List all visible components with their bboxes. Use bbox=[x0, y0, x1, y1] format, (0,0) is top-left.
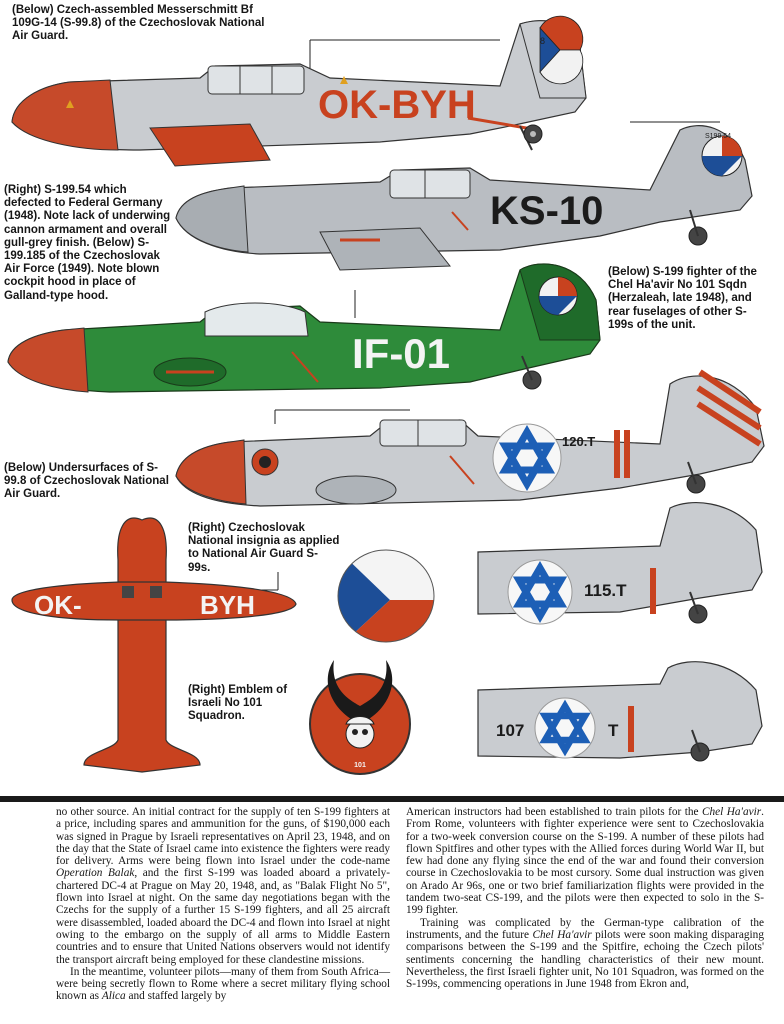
israeli-s199-profile bbox=[176, 372, 764, 506]
bf109-code-marking: OK-BYH bbox=[318, 83, 476, 127]
rear-fuselage-107-right: T bbox=[608, 721, 619, 740]
s199-54-serial-marking: S199.54 bbox=[705, 133, 732, 140]
caption-s199-54: (Right) S-199.54 which defected to Federal Germany (1948). Note lack of underwing cannon armament and overall gull-grey finish. (Below) S-199.185 of the Czechoslovak Air Force (1949). Note blown cockpit hood in place of Galland-type hood. bbox=[4, 184, 171, 302]
israeli-main-serial: 120.T bbox=[562, 434, 596, 449]
caption-undersurfaces: (Below) Undersurfaces of S-99.8 of Czechoslovak National Air Guard. bbox=[4, 462, 169, 501]
body-paragraph: no other source. An initial contract for the supply of ten S-199 fighters at a price, including spares and ammunition for the guns, of $190,000 each was signed in Prague by Israeli representatives on April 23, 1948, and on the day that the State of Israel came into existence the fighters were ready for delivery. Arms were being flown into Israel under the code-name Operation Balak, and the first S-199 was loaded aboard a privately-chartered DC-4 at Prague on May 20, 1948, and, as "Balak Flight No 5", flown into Israel at night. On the same day negotiations began with the Czechs for the supply of a further 15 S-199 fighters, and all 25 aircraft were disassembled, loaded aboard the DC-4 and flown into Israel at night owing to the embargo on the supply of all arms to Middle Eastern countries and to ensure that United Nations observers would not identify the transport aircraft being employed for these clandestine missions. bbox=[56, 806, 390, 966]
body-column-left bbox=[56, 806, 390, 1003]
separator-rule bbox=[0, 796, 784, 802]
planform-code-right: BYH bbox=[200, 590, 255, 620]
caption-insignia: (Right) Czechoslovak National insignia as applied to National Air Guard S-99s. bbox=[188, 522, 340, 574]
caption-chel-haavir: (Below) S-199 fighter of the Chel Ha'avir No 101 Sqdn (Herzaleah, late 1948), and rear fuselages of other S-199s of the unit. bbox=[608, 266, 757, 331]
emblem-number: 101 bbox=[354, 762, 366, 769]
body-paragraph: American instructors had been established to train pilots for the Chel Ha'avir. From Rome, volunteers with fighter experience were sent to Czechoslovakia for a two-week conversion course on the S-199. A number of these pilots had flown Spitfires and other types with the Allied forces during World War II, but few had done any flying since the end of the war and found their conversion course in Czechoslovakia to be most cursory. Some dual instruction was given on Arado Ar 96s, one or two brief familiarization flights were provided in the tandem two-seat CS-199, and the pilots were then expected to solo in the S-199 fighter. bbox=[406, 806, 764, 917]
rear-fuselage-115t-serial: 115.T bbox=[584, 581, 627, 600]
bf109-tail-number: 8 bbox=[540, 36, 546, 46]
rear-fuselage-107t bbox=[478, 662, 762, 761]
body-paragraph: Training was complicated by the German-type calibration of the instruments, and the future Chel Ha'avir pilots were soon making disparaging comparisons between the S-199 and the Spitfire, echoing the Czech pilots' sentiments concerning the handling characteristics of their new mount. Nevertheless, the first Israeli fighter unit, No 101 Squadron, was formed on the S-199s, commencing operations in June 1948 from Ekron and, bbox=[406, 916, 764, 991]
caption-emblem: (Right) Emblem of Israeli No 101 Squadron. bbox=[188, 684, 288, 723]
planform-code-left: OK- bbox=[34, 590, 82, 620]
czech-roundel bbox=[338, 550, 434, 648]
s199-185-code-marking: IF-01 bbox=[352, 330, 451, 377]
rear-fuselage-115t bbox=[478, 503, 762, 624]
squadron-101-emblem bbox=[310, 660, 410, 774]
body-paragraph: In the meantime, volunteer pilots—many of them from South Africa—were being secretly flown to Rome where a secret military flying school known as Alica and staffed largely by bbox=[56, 965, 391, 1003]
rear-fuselage-107-left: 107 bbox=[496, 721, 525, 740]
caption-bf109g14: (Below) Czech-assembled Messerschmitt Bf 109G-14 (S-99.8) of the Czechoslovak National Air Guard. bbox=[12, 4, 265, 43]
body-column-right bbox=[406, 806, 764, 990]
s199-54-code-marking: KS-10 bbox=[490, 189, 604, 233]
